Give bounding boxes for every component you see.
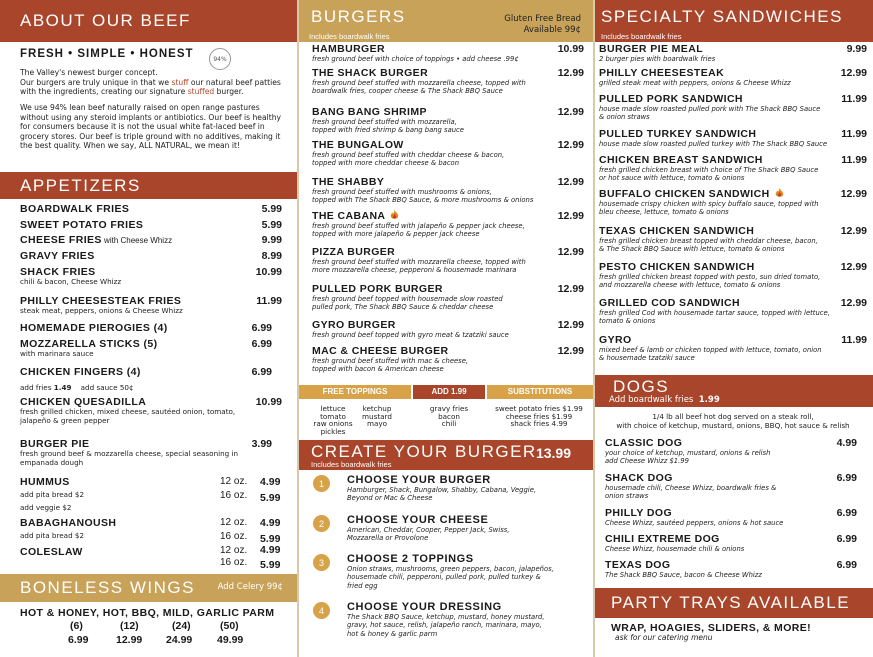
- specialty-name: PESTO CHICKEN SANDWICH: [599, 261, 755, 273]
- specialty-row: [599, 43, 867, 55]
- burgers-header: BURGERS Includes boardwalk fries Gluten Free Bread Available 99¢: [299, 0, 593, 42]
- about-line: grocery stores. Our beef is triple ground with no additives, making it: [20, 131, 281, 141]
- appetizer-price: 8.99: [261, 250, 282, 262]
- specialty-price: 11.99: [841, 128, 867, 140]
- middle-column: [299, 0, 593, 657]
- about-line: without using any steroid implants or antibiotics. Our beef is healthy: [20, 112, 282, 122]
- burger-desc: fresh ground beef stuffed with mac & cheese,: [312, 357, 469, 365]
- burger-price: 12.99: [557, 246, 584, 258]
- appetizer-item: [20, 219, 282, 231]
- about-paragraph-1: The Valley's newest burger concept. Our burgers are truly unique in that we stuff our natural beef patties with the ingredients, creating our signature stuffed burger.: [20, 68, 281, 97]
- burger-item: [312, 319, 584, 339]
- dogs-intro: 1/4 lb all beef hot dog served on a steak roll, with choice of ketchup, mustard, onions, BBQ, hot sauce & relish: [616, 412, 850, 430]
- add-celery: Add Celery 99¢: [217, 582, 283, 592]
- step-desc: gravy, hot sauce, relish, jalapeño ranch, marinara, mayo,: [347, 621, 542, 630]
- specialty-desc: fresh grilled chicken breast topped with cheddar cheese, bacon,: [599, 237, 818, 245]
- burger-price: 12.99: [557, 210, 584, 222]
- specialty-desc: fresh grilled chicken breast topped with pesto, sun dried tomato,: [599, 273, 821, 281]
- specialty-price: 11.99: [841, 334, 867, 346]
- create-title: CREATE YOUR BURGER: [311, 442, 537, 461]
- step-desc: Hamburger, Shack, Bungalow, Shabby, Cabana, Veggie,: [347, 486, 537, 494]
- about-paragraph-2: [20, 103, 292, 151]
- specialty-row: [599, 67, 867, 79]
- add-toppings-label: ADD 1.99: [413, 385, 485, 399]
- specialty-price: 11.99: [841, 154, 867, 166]
- appetizer-price: 10.99: [255, 266, 282, 278]
- specialty-price: 12.99: [840, 297, 867, 309]
- burger-row: [312, 176, 584, 188]
- appetizer-price: 6.99: [251, 366, 272, 378]
- wings-price: 24.99: [166, 634, 193, 646]
- specialty-item: [599, 261, 867, 290]
- burger-row: [312, 246, 584, 258]
- appetizer-row: [20, 219, 282, 231]
- dog-desc: Cheese Whizz, sautéed peppers, onions & hot sauce: [605, 519, 784, 527]
- topping-item: shack fries 4.99: [510, 419, 568, 429]
- burger-row: [312, 345, 584, 357]
- appetizers-title: APPETIZERS: [20, 175, 141, 195]
- appetizer-item: [20, 266, 282, 287]
- specialty-price: 9.99: [846, 43, 867, 55]
- burger-desc: topped with more cheddar cheese & bacon: [312, 159, 460, 168]
- dog-desc: onion straws: [605, 492, 649, 501]
- appetizer-name: SHACK FRIES: [20, 266, 96, 278]
- step-desc: hot & honey & garlic parm: [347, 629, 438, 638]
- dog-name: CHILI EXTREME DOG: [605, 533, 720, 545]
- step-number-badge: 1: [313, 475, 330, 492]
- party-catering-note: ask for our catering menu: [615, 633, 713, 642]
- appetizer-price: 9.99: [261, 234, 282, 246]
- dog-price: 6.99: [836, 559, 857, 571]
- burger-desc: fresh ground beef topped with gyro meat & tzatziki sauce: [312, 331, 509, 339]
- appetizer-addons: add fries 1.49 add sauce 50¢: [20, 383, 134, 392]
- appetizer-price: 6.99: [251, 338, 272, 350]
- burger-row: [312, 43, 584, 55]
- step-body: [347, 514, 509, 543]
- burger-desc: topped with The Shack BBQ Sauce, & more mushrooms & onions: [312, 196, 534, 205]
- free-toppings-list-a: [311, 405, 355, 435]
- dog-row: [605, 533, 857, 545]
- specialty-desc: house made slow roasted pulled turkey with The Shack BBQ Sauce: [599, 140, 828, 148]
- dog-desc: The Shack BBQ Sauce, bacon & Cheese Whizz: [605, 571, 762, 579]
- appetizer-item: [20, 366, 282, 378]
- burger-desc: fresh ground beef stuffed with jalapeño & pepper jack cheese,: [312, 222, 525, 230]
- burger-name: THE SHACK BURGER: [312, 67, 429, 79]
- burger-desc: pulled pork, The Shack BBQ Sauce & cheddar cheese: [312, 303, 494, 312]
- specialty-row: [599, 154, 867, 166]
- appetizer-item: [20, 295, 282, 316]
- burger-price: 12.99: [557, 67, 584, 79]
- specialty-name: PULLED PORK SANDWICH: [599, 93, 743, 105]
- wings-title: BONELESS WINGS: [20, 578, 195, 597]
- burger-name: THE BUNGALOW: [312, 139, 404, 151]
- dog-row: [605, 559, 857, 571]
- about-line: We use 94% lean beef naturally raised on open range pastures: [20, 103, 260, 112]
- lean-beef-badge: 94%: [209, 48, 231, 70]
- burger-price: 12.99: [557, 283, 584, 295]
- burger-item: [312, 345, 584, 374]
- step-desc: American, Cheddar, Cooper, Pepper Jack, Swiss,: [347, 526, 510, 534]
- specialty-name: PHILLY CHEESESTEAK: [599, 67, 725, 79]
- topping-item: cheese fries $1.99: [505, 411, 573, 421]
- appetizer-row: [20, 203, 282, 215]
- burger-desc: fresh ground beef stuffed with mozzarella cheese, topped with: [312, 79, 526, 87]
- topping-item: pickles: [320, 426, 346, 436]
- specialty-name: BUFFALO CHICKEN SANDWICH: [599, 188, 785, 200]
- appetizer-item: [20, 250, 282, 262]
- step-desc: Mozzarella or Provolone: [347, 534, 429, 543]
- burger-desc: boardwalk fries, cooper cheese & The Shack BBQ Sauce: [312, 87, 503, 96]
- burger-item: [312, 106, 584, 135]
- dog-desc: Cheese Whizz, housemade chili & onions: [605, 545, 745, 553]
- burger-row: [312, 139, 584, 151]
- create-price: 13.99: [535, 445, 571, 461]
- hummus-item: HUMMUS 12 oz. 4.99 add pita bread $2 16 oz. 5.99 add veggie $2: [20, 476, 281, 512]
- dog-price: 6.99: [836, 507, 857, 519]
- dog-desc: your choice of ketchup, mustard, onions & relish: [605, 449, 771, 457]
- appetizer-desc: chili & bacon, Cheese Whizz: [20, 277, 122, 286]
- specialty-desc: tomato & onions: [599, 317, 656, 326]
- burger-pie-item: BURGER PIE 3.99 fresh ground beef & mozzarella cheese, special seasoning in empanada dough: [20, 438, 272, 467]
- burger-row: [312, 67, 584, 79]
- about-header: [0, 0, 297, 42]
- step-desc: Beyond or Mac & Cheese: [347, 494, 433, 503]
- appetizer-name: CHEESE FRIES with Cheese Whizz: [20, 234, 173, 246]
- wings-price: 49.99: [217, 634, 244, 646]
- step-desc: housemade chili, pepperoni, pulled pork, pulled turkey &: [347, 573, 541, 582]
- specialty-row: [599, 334, 867, 346]
- appetizer-item: [20, 203, 282, 215]
- wings-prices: [60, 620, 260, 650]
- party-line: WRAP, HOAGIES, SLIDERS, & MORE!: [611, 622, 812, 634]
- specialty-price: 12.99: [840, 188, 867, 200]
- specialty-item: [599, 225, 867, 254]
- burger-price: 12.99: [557, 319, 584, 331]
- burger-name: BANG BANG SHRIMP: [312, 106, 427, 118]
- specialty-name: GYRO: [599, 334, 632, 346]
- specialty-price: 11.99: [841, 93, 867, 105]
- step-body: [347, 601, 545, 638]
- topping-item: chili: [441, 419, 457, 429]
- burger-row: [312, 283, 584, 295]
- specialty-row: [599, 128, 867, 140]
- wings-header: [0, 574, 297, 602]
- specialty-name: BURGER PIE MEAL: [599, 43, 704, 55]
- dogs-sub: Add boardwalk fries 1.99: [609, 395, 720, 405]
- dog-name: CLASSIC DOG: [605, 437, 683, 449]
- specialty-item: [599, 188, 867, 217]
- specialty-row: [599, 297, 867, 309]
- specialty-desc: fresh grilled chicken breast with choice of The Shack BBQ Sauce: [599, 166, 819, 174]
- specialty-price: 12.99: [840, 261, 867, 273]
- dog-price: 4.99: [836, 437, 857, 449]
- dog-row: [605, 472, 857, 484]
- wings-count: (12): [120, 620, 139, 632]
- wings-price: 6.99: [68, 634, 89, 646]
- topping-item: lettuce: [320, 404, 346, 413]
- specialty-row: [599, 93, 867, 105]
- specialty-title: SPECIALTY SANDWICHES: [601, 7, 843, 26]
- dog-desc: housemade chili, Cheese Whizz, boardwalk fries &: [605, 484, 777, 492]
- topping-item: bacon: [438, 411, 460, 421]
- burger-name: GYRO BURGER: [312, 319, 396, 331]
- specialty-desc: bleu cheese, lettuce, tomato & onions: [599, 208, 729, 217]
- topping-item: gravy fries: [429, 404, 469, 413]
- burger-row: [312, 106, 584, 118]
- appetizer-name: GRAVY FRIES: [20, 250, 95, 262]
- dog-item: [605, 559, 857, 579]
- dogs-title: DOGS: [613, 377, 670, 396]
- burger-item: [312, 139, 584, 168]
- dog-price: 6.99: [836, 533, 857, 545]
- specialty-item: [599, 297, 867, 326]
- toppings-header: [299, 385, 593, 399]
- dog-row: [605, 507, 857, 519]
- dog-item: [605, 437, 857, 466]
- burger-price: 12.99: [557, 345, 584, 357]
- quesadilla-item: CHICKEN QUESADILLA 10.99 fresh grilled chicken, mixed cheese, sautéed onion, tomato, jalapeño & green pepper: [20, 396, 282, 425]
- step-number-badge: 2: [313, 515, 330, 532]
- wings-count: (50): [220, 620, 239, 632]
- specialty-price: 12.99: [840, 225, 867, 237]
- dog-price: 6.99: [836, 472, 857, 484]
- step-number-badge: 4: [313, 602, 330, 619]
- appetizer-item: [20, 322, 282, 334]
- specialty-desc: house made slow roasted pulled pork with The Shack BBQ Sauce: [599, 105, 821, 113]
- free-toppings-list-b: [355, 405, 399, 428]
- specialty-desc: grilled steak meat with peppers, onions & Cheese Whizz: [599, 79, 791, 87]
- dog-name: SHACK DOG: [605, 472, 673, 484]
- burger-desc: fresh ground beef topped with housemade slow roasted: [312, 295, 503, 303]
- dog-desc: add Cheese Whizz $1.99: [605, 457, 689, 466]
- appetizer-name: MOZZARELLA STICKS (5): [20, 338, 158, 350]
- burger-name: PULLED PORK BURGER: [312, 283, 443, 295]
- specialty-item: [599, 67, 867, 87]
- dog-row: [605, 437, 857, 449]
- babaghanoush-item: BABAGHANOUSH 12 oz. 4.99 add pita bread $2 16 oz. 5.99: [20, 517, 281, 545]
- add-toppings-list: [413, 405, 485, 428]
- specialty-row: [599, 261, 867, 273]
- step-desc: The Shack BBQ Sauce, ketchup, mustard, honey mustard,: [347, 613, 545, 621]
- specialty-desc: & housemade tzatziki sauce: [599, 354, 695, 363]
- appetizer-price: 11.99: [256, 295, 282, 307]
- burger-name: MAC & CHEESE BURGER: [312, 345, 449, 357]
- wings-price: 12.99: [116, 634, 143, 646]
- specialty-name: PULLED TURKEY SANDWICH: [599, 128, 757, 140]
- burger-desc: fresh ground beef stuffed with mushrooms & onions,: [312, 188, 492, 196]
- topping-item: raw onions: [313, 419, 353, 429]
- burger-item: [312, 283, 584, 312]
- burger-name: THE CABANA: [312, 210, 400, 222]
- burger-name: HAMBURGER: [312, 43, 386, 55]
- burger-desc: topped with fried shrimp & bang bang sauce: [312, 126, 464, 135]
- step-desc: fried egg: [347, 581, 378, 590]
- specialty-desc: 2 burger pies with boardwalk fries: [599, 55, 716, 63]
- appetizer-name: PHILLY CHEESESTEAK FRIES: [20, 295, 182, 307]
- specialty-item: [599, 43, 867, 63]
- specialty-item: [599, 128, 867, 148]
- substitutions-label: SUBSTITUTIONS: [487, 385, 593, 399]
- specialty-desc: & The Shack BBQ Sauce with lettuce, tomato & onions: [599, 245, 785, 254]
- dogs-header: [595, 375, 873, 407]
- about-line: for consumers because it is not the usual white fat-laced beef in: [20, 122, 265, 132]
- specialty-desc: and mozzarella cheese with lettuce, tomato & onions: [599, 281, 781, 290]
- dog-item: [605, 507, 857, 527]
- specialty-price: 12.99: [840, 67, 867, 79]
- burger-name: THE SHABBY: [312, 176, 385, 188]
- specialty-name: CHICKEN BREAST SANDWICH: [599, 154, 763, 166]
- specialty-item: [599, 334, 867, 363]
- wings-count: (6): [70, 620, 83, 632]
- appetizer-name-suffix: with Cheese Whizz: [101, 236, 173, 245]
- tagline: FRESH • SIMPLE • HONEST: [20, 48, 194, 60]
- step-title: CHOOSE YOUR DRESSING: [347, 601, 502, 613]
- burger-row: [312, 210, 584, 222]
- gluten-free-note: Gluten Free Bread Available 99¢: [504, 14, 581, 35]
- burger-desc: topped with more jalapeño & pepper jack cheese: [312, 230, 480, 239]
- party-header: [595, 588, 873, 618]
- burger-item: [312, 67, 584, 96]
- specialty-item: [599, 93, 867, 122]
- step-title: CHOOSE YOUR BURGER: [347, 474, 491, 486]
- burger-desc: topped with bacon & American cheese: [312, 365, 444, 374]
- burger-price: 12.99: [557, 139, 584, 151]
- appetizer-price: 6.99: [251, 322, 272, 334]
- appetizer-row: [20, 322, 282, 334]
- appetizer-item: [20, 234, 282, 246]
- burger-desc: more mozzarella cheese, pepperoni & housemade marinara: [312, 266, 517, 275]
- right-column: [595, 0, 873, 657]
- specialty-desc: housemade crispy chicken with spicy buffalo sauce, topped with: [599, 200, 819, 208]
- burger-item: [312, 210, 584, 239]
- dog-item: [605, 472, 857, 501]
- specialty-desc: & onion straws: [599, 113, 650, 122]
- specialty-name: GRILLED COD SANDWICH: [599, 297, 740, 309]
- about-line: the best quality. When we say, ALL NATURAL, we mean it!: [20, 141, 241, 151]
- burgers-title: BURGERS: [311, 7, 406, 26]
- topping-item: ketchup: [362, 404, 392, 413]
- appetizer-row: [20, 234, 282, 246]
- appetizer-name: BOARDWALK FRIES: [20, 203, 130, 215]
- burger-name: PIZZA BURGER: [312, 246, 396, 258]
- step-body: [347, 474, 536, 503]
- dog-name: TEXAS DOG: [605, 559, 671, 571]
- coleslaw-item: COLESLAW 12 oz. 4.99 16 oz. 5.99: [20, 544, 281, 571]
- burger-desc: fresh ground beef with choice of toppings • add cheese .99¢: [312, 55, 519, 63]
- burger-desc: fresh ground beef stuffed with mozzarella cheese, topped with: [312, 258, 526, 266]
- topping-item: mustard: [362, 411, 392, 421]
- spicy-icon: [389, 210, 400, 220]
- burger-row: [312, 319, 584, 331]
- substitutions-list: [487, 405, 591, 428]
- appetizer-name: SWEET POTATO FRIES: [20, 219, 144, 231]
- burger-price: 12.99: [557, 106, 584, 118]
- burger-desc: fresh ground beef stuffed with cheddar cheese & bacon,: [312, 151, 505, 159]
- burger-item: [312, 246, 584, 275]
- specialty-row: [599, 188, 867, 200]
- specialty-item: [599, 154, 867, 183]
- specialty-desc: or hot sauce with lettuce, tomato & onions: [599, 174, 745, 183]
- specialty-desc: mixed beef & lamb or chicken topped with lettuce, tomato, onion: [599, 346, 822, 354]
- specialty-name: TEXAS CHICKEN SANDWICH: [599, 225, 755, 237]
- specialty-desc: fresh grilled Cod with housemade tartar sauce, topped with lettuce,: [599, 309, 830, 317]
- burger-item: [312, 176, 584, 205]
- topping-item: tomato: [320, 411, 346, 421]
- appetizer-item: [20, 338, 282, 359]
- appetizers-header: [0, 172, 297, 199]
- specialty-header: SPECIALTY SANDWICHES Includes boardwalk fries: [595, 0, 873, 42]
- topping-item: sweet potato fries $1.99: [495, 404, 583, 413]
- create-header: CREATE YOUR BURGER 13.99 Includes boardwalk fries: [299, 440, 593, 470]
- burger-price: 12.99: [557, 176, 584, 188]
- left-column: [0, 0, 297, 657]
- party-title: PARTY TRAYS AVAILABLE: [611, 593, 851, 612]
- appetizer-row: [20, 366, 282, 378]
- step-title: CHOOSE 2 TOPPINGS: [347, 553, 474, 565]
- topping-item: mayo: [366, 419, 388, 429]
- specialty-row: [599, 225, 867, 237]
- burger-price: 10.99: [557, 43, 584, 55]
- appetizer-price: 5.99: [261, 219, 282, 231]
- dog-name: PHILLY DOG: [605, 507, 673, 519]
- about-title: ABOUT OUR BEEF: [20, 11, 191, 30]
- dog-item: [605, 533, 857, 553]
- spicy-icon: [774, 188, 785, 198]
- appetizer-price: 5.99: [261, 203, 282, 215]
- appetizer-name: HOMEMADE PIEROGIES (4): [20, 322, 168, 334]
- appetizer-desc: with marinara sauce: [20, 349, 94, 358]
- step-title: CHOOSE YOUR CHEESE: [347, 514, 489, 526]
- appetizer-row: [20, 250, 282, 262]
- burger-item: [312, 43, 584, 63]
- free-toppings-label: FREE TOPPINGS: [299, 385, 411, 399]
- wings-flavors: HOT & HONEY, HOT, BBQ, MILD, GARLIC PARM: [20, 607, 275, 619]
- appetizer-desc: steak meat, peppers, onions & Cheese Whizz: [20, 306, 183, 315]
- step-body: [347, 553, 554, 590]
- appetizer-name: CHICKEN FINGERS (4): [20, 366, 141, 378]
- burger-desc: fresh ground beef stuffed with mozzarella,: [312, 118, 457, 126]
- step-desc: Onion straws, mushrooms, green peppers, bacon, jalapeños,: [347, 565, 554, 573]
- wings-count: (24): [172, 620, 191, 632]
- step-number-badge: 3: [313, 554, 330, 571]
